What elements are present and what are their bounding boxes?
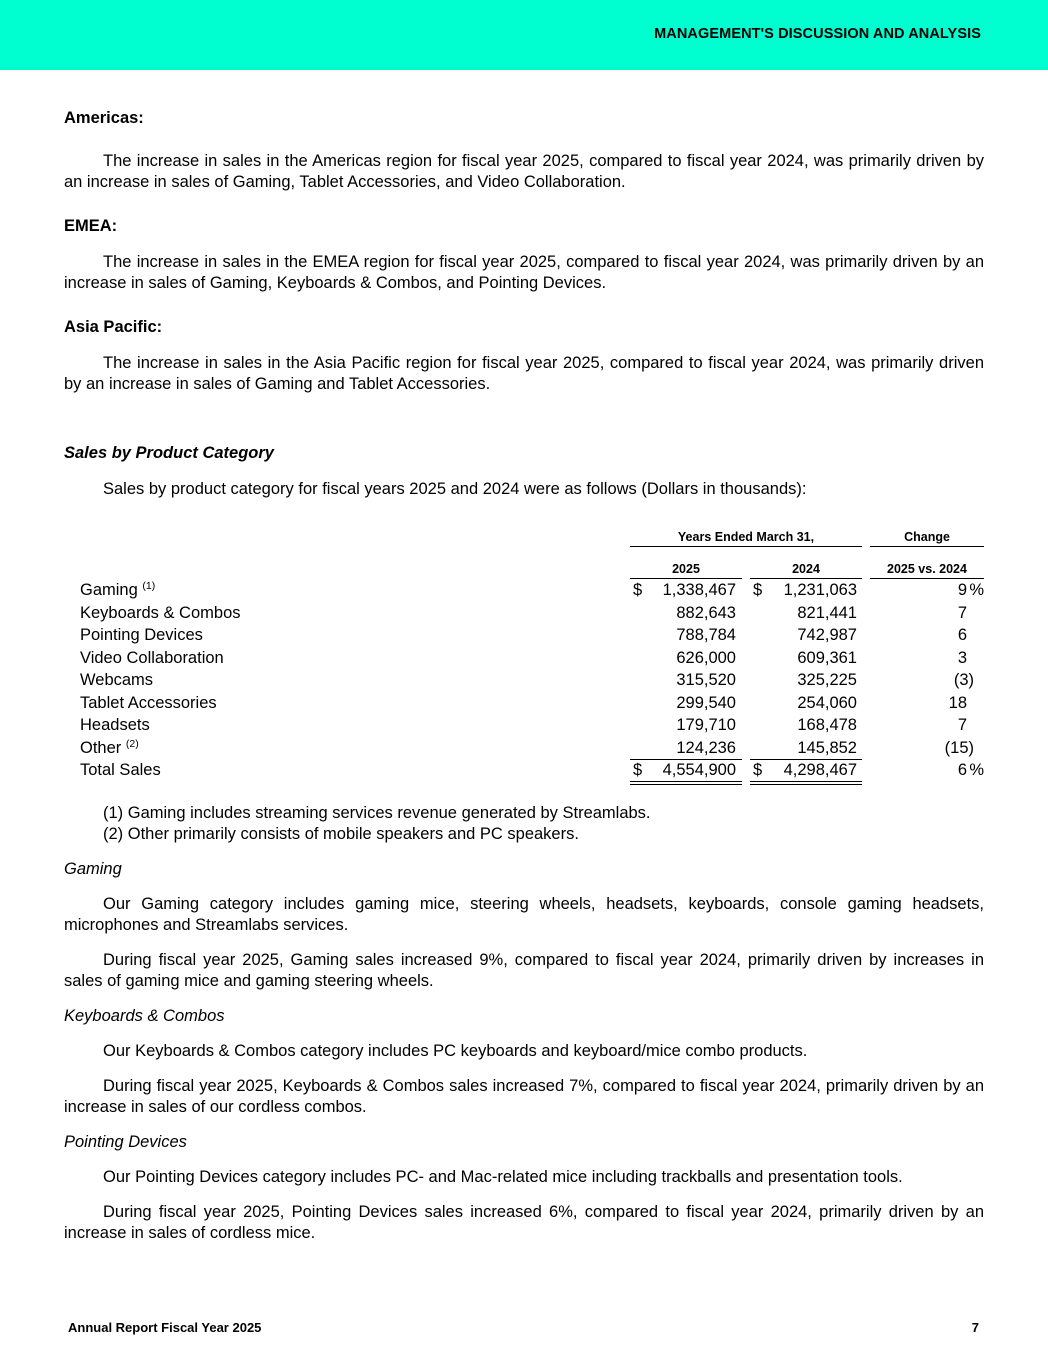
total-row <box>64 760 984 783</box>
footnote-2: (2) Other primarily consists of mobile speakers and PC speakers. <box>103 824 579 843</box>
region-heading-americas: Americas: <box>64 109 144 127</box>
value-2025: 179,710 <box>676 716 736 734</box>
change-header: Change <box>904 530 950 544</box>
row-label: Pointing Devices <box>80 626 203 644</box>
value-2024: 609,361 <box>797 648 857 667</box>
total-double-rule <box>750 781 862 782</box>
percent-sign: % <box>969 581 984 599</box>
category-heading-keyboards: Keyboards & Combos <box>64 1006 225 1025</box>
footnote-ref: (2) <box>125 737 139 750</box>
change-value: 18 <box>948 693 967 712</box>
region-text-asia-pacific: The increase in sales in the Asia Pacific region for fiscal year 2025, compared to fiscal year 2024, was primarily driven by an increase in sales of Gaming and Tablet Accessories. <box>64 354 984 393</box>
sales-table <box>64 527 984 783</box>
percent-sign: % <box>969 761 984 779</box>
value-2024: 821,441 <box>797 603 857 622</box>
value-2024: 254,060 <box>797 693 857 712</box>
row-label: Tablet Accessories <box>80 693 217 712</box>
table-row <box>64 670 984 693</box>
change-value: (15) <box>944 738 974 757</box>
total-double-rule <box>630 784 742 785</box>
category-paragraph: During fiscal year 2025, Keyboards & Combos sales increased 7%, compared to fiscal year 2024, primarily driven by an increase in sales of our cordless combos. <box>64 1076 984 1116</box>
change-value: 6 <box>957 626 967 644</box>
change-value: (3) <box>953 671 974 689</box>
dollar-sign: $ <box>753 581 763 599</box>
region-text-americas: The increase in sales in the Americas region for fiscal year 2025, compared to fiscal year 2024, was primarily driven by an increase in sales of Gaming, Tablet Accessories, and Video Collaboration. <box>64 152 984 191</box>
value-2025: 788,784 <box>676 626 736 644</box>
dollar-sign: $ <box>753 761 763 779</box>
row-label: Other <box>80 738 122 757</box>
change-value: 7 <box>957 603 967 622</box>
category-heading-gaming: Gaming <box>64 859 122 878</box>
row-label: Keyboards & Combos <box>80 603 241 622</box>
row-label: Headsets <box>80 716 150 734</box>
table-group-header-row <box>64 527 984 547</box>
sales-by-category-heading: Sales by Product Category <box>64 444 274 462</box>
section-title: MANAGEMENT'S DISCUSSION AND ANALYSIS <box>654 26 981 42</box>
value-2024: 145,852 <box>797 738 857 757</box>
header-rule <box>870 546 984 547</box>
years-ended-header: Years Ended March 31, <box>677 530 815 544</box>
total-2025: 4,554,900 <box>662 761 736 779</box>
value-2025: 299,540 <box>676 693 736 712</box>
value-2024: 325,225 <box>797 671 857 689</box>
value-2024: 1,231,063 <box>783 581 857 599</box>
footer-report-title: Annual Report Fiscal Year 2025 <box>68 1320 262 1335</box>
region-heading-emea: EMEA: <box>64 217 118 235</box>
region-heading-asia-pacific: Asia Pacific: <box>64 318 163 336</box>
total-double-rule <box>630 781 742 782</box>
change-value: 7 <box>957 716 967 734</box>
table-row <box>64 693 984 716</box>
sales-by-category-intro: Sales by product category for fiscal years 2025 and 2024 were as follows (Dollars in thousands): <box>103 480 807 498</box>
row-label: Webcams <box>80 671 154 689</box>
change-value: 9 <box>957 581 967 599</box>
value-2025: 124,236 <box>676 738 736 757</box>
category-heading-pointing-devices: Pointing Devices <box>64 1132 187 1151</box>
page-number: 7 <box>971 1320 979 1335</box>
table-row <box>64 625 984 648</box>
table-row <box>64 580 984 603</box>
value-2025: 882,643 <box>676 603 736 622</box>
header-band <box>0 0 1048 70</box>
category-paragraph: During fiscal year 2025, Pointing Devices sales increased 6%, compared to fiscal year 2024, primarily driven by an increase in sales of cordless mice. <box>64 1202 984 1242</box>
header-rule <box>750 578 862 579</box>
value-2025: 1,338,467 <box>662 581 736 599</box>
region-text-emea: The increase in sales in the EMEA region for fiscal year 2025, compared to fiscal year 2024, was primarily driven by an increase in sales of Gaming, Keyboards & Combos, and Pointing Devices. <box>64 253 984 292</box>
table-row <box>64 603 984 626</box>
category-paragraph: Our Gaming category includes gaming mice, steering wheels, headsets, keyboards, console gaming headsets, microphones and Streamlabs services. <box>64 894 984 934</box>
col-change-header: 2025 vs. 2024 <box>887 562 967 576</box>
value-2025: 315,520 <box>676 671 736 689</box>
footnote-1: (1) Gaming includes streaming services revenue generated by Streamlabs. <box>103 803 651 822</box>
table-row <box>64 738 984 761</box>
table-row <box>64 648 984 671</box>
col-2024-header: 2024 <box>792 562 820 576</box>
value-2024: 742,987 <box>797 626 857 644</box>
row-label: Gaming <box>80 581 138 599</box>
total-label: Total Sales <box>80 761 161 779</box>
total-2024: 4,298,467 <box>783 761 857 779</box>
row-label: Video Collaboration <box>80 648 224 667</box>
header-rule <box>870 578 984 579</box>
dollar-sign: $ <box>633 581 643 599</box>
col-2025-header: 2025 <box>672 562 700 576</box>
total-double-rule <box>750 784 862 785</box>
change-value: 3 <box>957 648 967 667</box>
category-paragraph: Our Pointing Devices category includes PC- and Mac-related mice including trackballs and presentation tools. <box>103 1167 903 1186</box>
table-row <box>64 715 984 738</box>
total-change: 6 <box>957 761 967 779</box>
table-column-header-row <box>64 559 984 579</box>
page-content <box>64 108 984 1244</box>
footnote-ref: (1) <box>142 580 156 592</box>
value-2024: 168,478 <box>797 716 857 734</box>
category-paragraph: Our Keyboards & Combos category includes PC keyboards and keyboard/mice combo products. <box>103 1041 808 1060</box>
value-2025: 626,000 <box>676 648 736 667</box>
header-rule <box>630 578 742 579</box>
dollar-sign: $ <box>633 761 643 779</box>
category-paragraph: During fiscal year 2025, Gaming sales increased 9%, compared to fiscal year 2024, primarily driven by increases in sales of gaming mice and gaming steering wheels. <box>64 950 984 990</box>
header-rule <box>630 546 862 547</box>
